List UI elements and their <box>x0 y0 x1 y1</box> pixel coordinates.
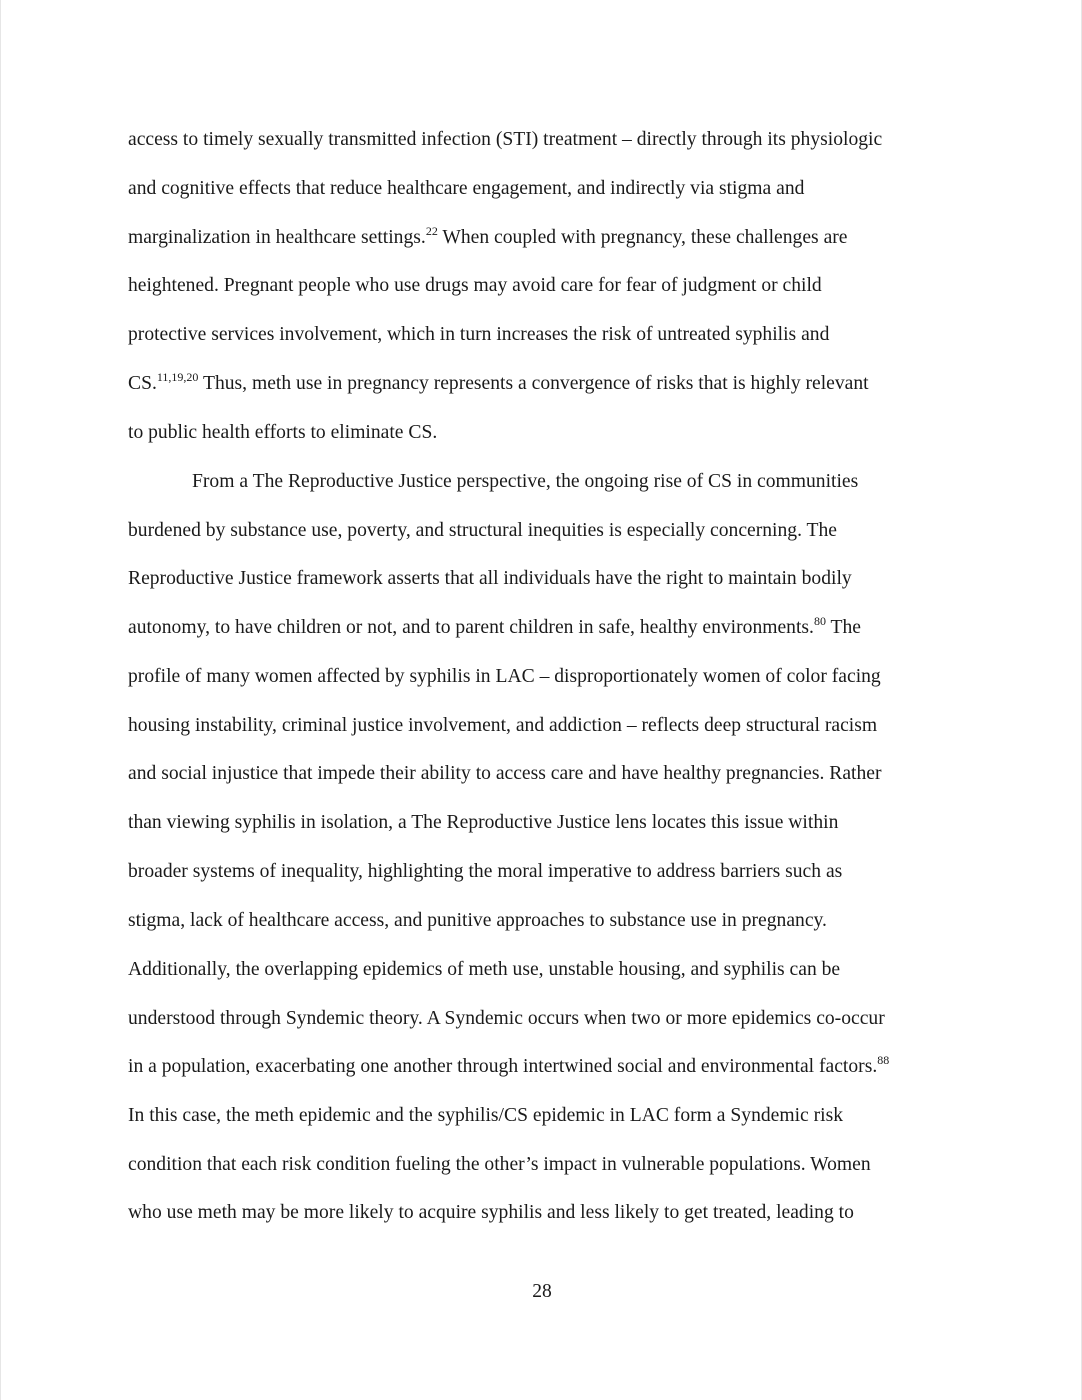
text-line: stigma, lack of healthcare access, and punitive approaches to substance use in pregnancy. <box>128 910 827 931</box>
text-line: heightened. Pregnant people who use drugs may avoid care for fear of judgment or child <box>128 275 822 296</box>
citation-superscript: 80 <box>813 614 826 628</box>
citation-superscript: 22 <box>425 224 438 238</box>
citation-superscript: 88 <box>877 1053 890 1067</box>
text-line: in a population, exacerbating one another through intertwined social and environmental factors.$^{88}$ <box>128 1053 890 1077</box>
text-line: who use meth may be more likely to acquire syphilis and less likely to get treated, leading to <box>128 1202 854 1223</box>
text-line: and cognitive effects that reduce healthcare engagement, and indirectly via stigma and <box>128 178 805 199</box>
text-line: than viewing syphilis in isolation, a The Reproductive Justice lens locates this issue within <box>128 812 839 833</box>
text-line: broader systems of inequality, highlighting the moral imperative to address barriers such as <box>128 861 843 882</box>
text-line: marginalization in healthcare settings.$^{22}$ When coupled with pregnancy, these challenges are <box>128 224 848 248</box>
text-line: protective services involvement, which in turn increases the risk of untreated syphilis and <box>128 324 830 345</box>
text-line: Additionally, the overlapping epidemics of meth use, unstable housing, and syphilis can be <box>128 959 841 980</box>
text-line: burdened by substance use, poverty, and structural inequities is especially concerning. The <box>128 520 837 541</box>
text-line: and social injustice that impede their ability to access care and have healthy pregnancies. Rather <box>128 763 882 784</box>
text-line: CS.$^{11,19,20}$ Thus, meth use in pregnancy represents a convergence of risks that is highly relevant <box>128 370 869 394</box>
paragraph-first-line: From a The Reproductive Justice perspective, the ongoing rise of CS in communities <box>192 471 859 492</box>
text-line: to public health efforts to eliminate CS. <box>128 422 438 443</box>
text-line: autonomy, to have children or not, and to parent children in safe, healthy environments.$^{80}$ The <box>128 614 861 638</box>
text-line: Reproductive Justice framework asserts that all individuals have the right to maintain bodily <box>128 568 852 589</box>
text-line: In this case, the meth epidemic and the syphilis/CS epidemic in LAC form a Syndemic risk <box>128 1105 844 1126</box>
text-line: access to timely sexually transmitted infection (STI) treatment – directly through its physiologic <box>128 129 883 150</box>
citation-superscript: 11,19,20 <box>156 370 199 384</box>
text-line: profile of many women affected by syphilis in LAC – disproportionately women of color facing <box>128 666 881 687</box>
text-line: housing instability, criminal justice involvement, and addiction – reflects deep structural racism <box>128 715 878 736</box>
page-number: 28 <box>532 1281 552 1302</box>
text-line: condition that each risk condition fueling the other’s impact in vulnerable populations. Women <box>128 1154 871 1175</box>
text-line: understood through Syndemic theory. A Syndemic occurs when two or more epidemics co-occur <box>128 1008 885 1029</box>
